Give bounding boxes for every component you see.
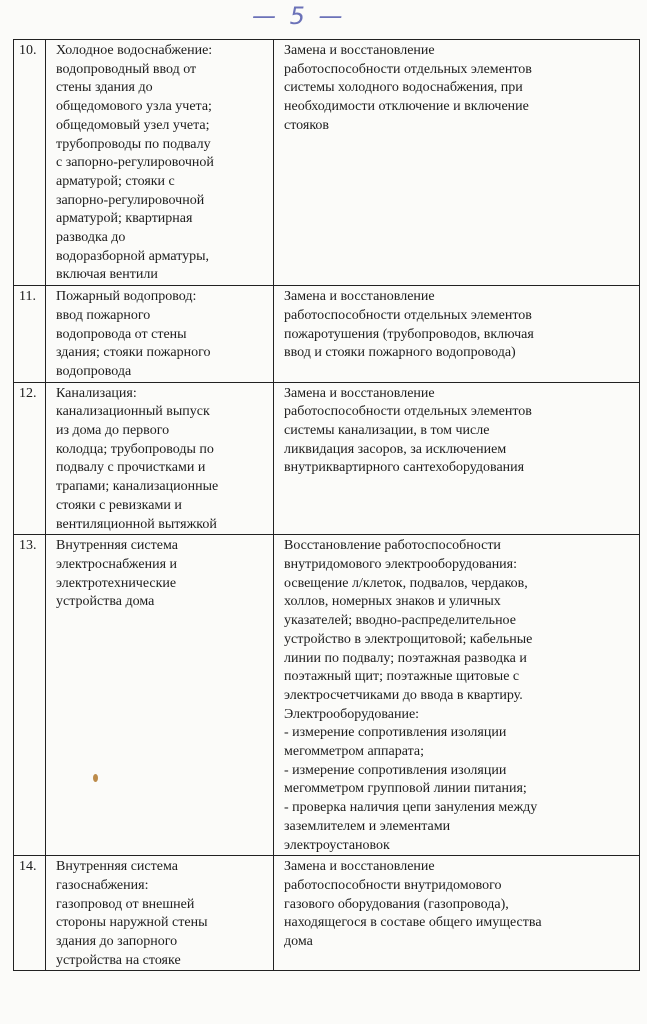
works-text: Замена и восстановление работоспособности отдельных элементов пожаротушения (трубопроводов, включая ввод и стояки пожарного водопровода) <box>284 289 534 361</box>
works-description <box>274 382 640 535</box>
maintenance-table <box>13 39 640 971</box>
row-number: 12. <box>14 382 46 535</box>
table-row <box>14 40 640 286</box>
object-description <box>46 40 274 286</box>
row-number: 13. <box>14 535 46 856</box>
object-description <box>46 286 274 383</box>
works-description <box>274 286 640 383</box>
table-row <box>14 535 640 856</box>
row-number: 14. <box>14 856 46 971</box>
works-text: Восстановление работоспособности внутридомового электрооборудования: освещение л/клеток, подвалов, чердаков, холлов, номерных знаков и уличных указателей; вводно-распределительное устройство в электрощитовой; кабельные линии по подвалу; поэтажная разводка и поэтажный щит; поэтажные щитовые с электросчетчиками до ввода в квартиру. Электрооборудование: - измерение сопротивления изоляции мегомметром аппарата; - измерение сопротивления изоляции мегомметром групповой линии питания; - проверка наличия цепи зануления между заземлителем и элементами электроустановок <box>284 538 538 853</box>
object-text: Пожарный водопровод: ввод пожарного водопровода от стены здания; стояки пожарного водопровода <box>56 289 211 379</box>
table-row <box>14 382 640 535</box>
table-row <box>14 286 640 383</box>
object-text: Холодное водоснабжение: водопроводный ввод от стены здания до общедомового узла учета; общедомовый узел учета; трубопроводы по подвалу с запорно-регулировочной арматурой; стояки с запорно-регулировочной арматурой; квартирная разводка до водоразборной арматуры, включая вентили <box>56 43 214 283</box>
row-number: 10. <box>14 40 46 286</box>
object-description <box>46 856 274 971</box>
row-number: 11. <box>14 286 46 383</box>
table-row <box>14 856 640 971</box>
object-description <box>46 535 274 856</box>
object-text: Канализация: канализационный выпуск из дома до первого колодца; трубопроводы по подвалу с прочистками и трапами; канализационные стояки с ревизками и вентиляционной вытяжкой <box>56 385 219 532</box>
works-description <box>274 535 640 856</box>
works-text: Замена и восстановление работоспособности отдельных элементов системы канализации, в том числе ликвидация засоров, за исключением внутриквартирного сантехоборудования <box>284 385 532 476</box>
works-description <box>274 40 640 286</box>
works-text: Замена и восстановление работоспособности внутридомового газового оборудования (газопровода), находящегося в составе общего имущества дома <box>284 859 542 950</box>
object-text: Внутренняя система газоснабжения: газопровод от внешней стороны наружной стены здания до запорного устройства на стояке <box>56 859 208 968</box>
works-description <box>274 856 640 971</box>
object-description <box>46 382 274 535</box>
works-text: Замена и восстановление работоспособности отдельных элементов системы холодного водоснабжения, при необходимости отключение и включение стояков <box>284 43 532 133</box>
page-number-mark: — 5 — <box>252 2 346 30</box>
paper-stain <box>93 774 98 782</box>
object-text: Внутренняя система электроснабжения и электротехнические устройства дома <box>56 538 178 610</box>
